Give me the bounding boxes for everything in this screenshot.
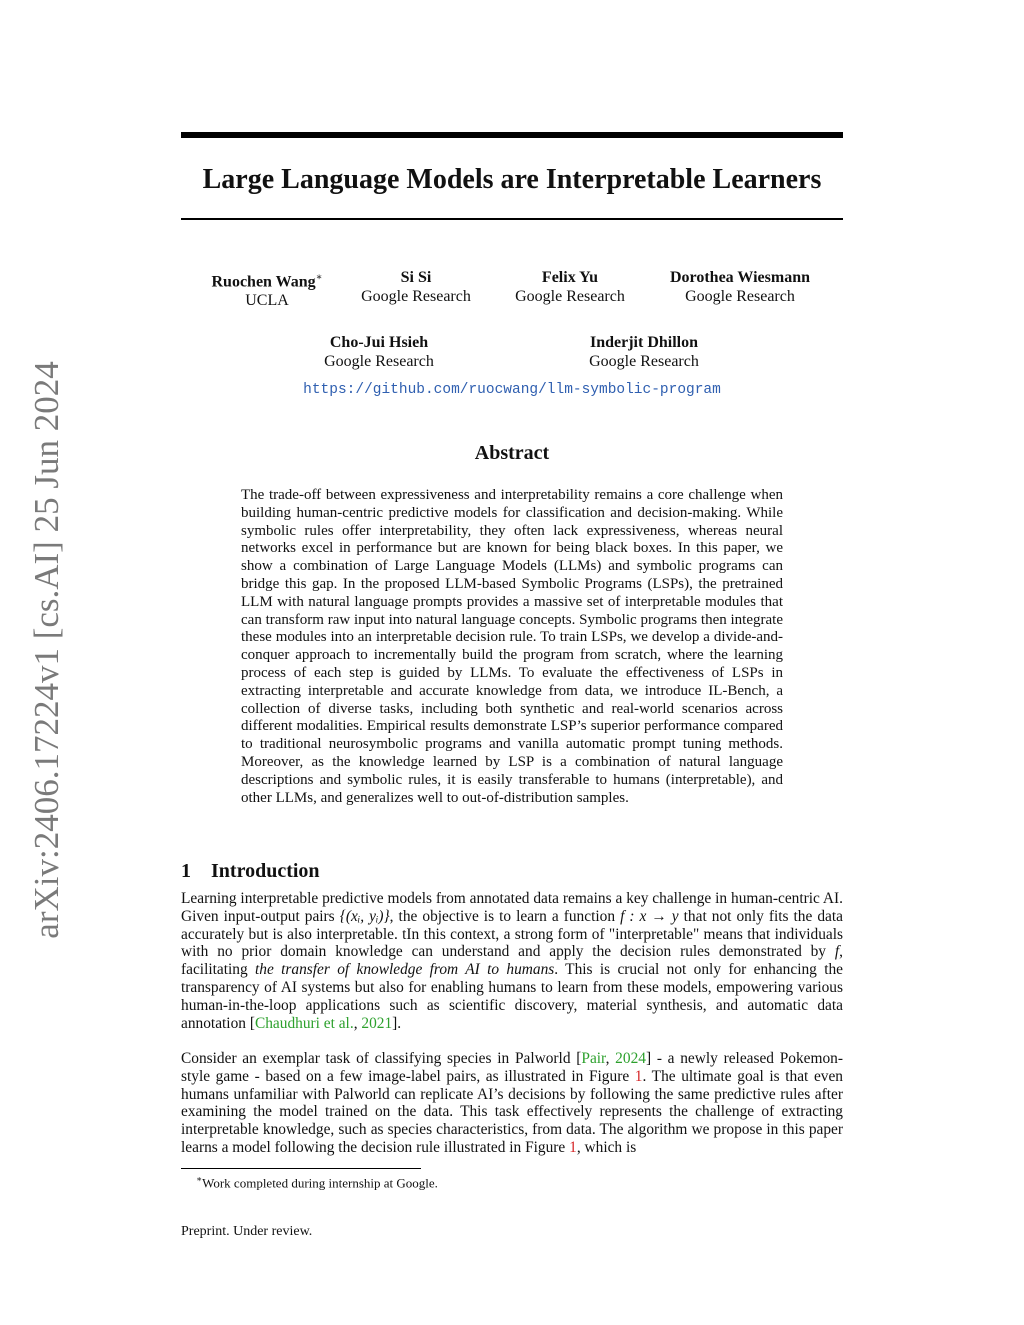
intro-paragraph-1: Learning interpretable predictive models from annotated data remains a key challenge in human-centric AI. Given input-output pairs {(xᵢ, yᵢ)}, the objective is to learn a function f : x → y that not only fits the data accurately but is also interpretable. tIn this context, a strong form of "interpretable" means that individuals with no prior domain knowledge can understand and apply the decision rules demonstrated by f, facilitating the transfer of knowledge from AI to humans. This is crucial not only for enhancing the transparency of AI systems but also for enabling humans to learn from these models, empowering various human-in-the-loop applications such as scientific discovery, material synthesis, and automatic data annotation [Chaudhuri et al., 2021]. xyxy=(181,890,843,1032)
citation-year-link[interactable]: 2024 xyxy=(615,1050,646,1067)
citation-year-link[interactable]: 2021 xyxy=(361,1014,393,1032)
author-block xyxy=(475,268,665,306)
author-name: Dorothea Wiesmann xyxy=(669,269,810,286)
author-affiliation: UCLA xyxy=(245,292,289,310)
author-name: Inderjit Dhillon xyxy=(589,334,698,351)
footnote-rule xyxy=(181,1168,421,1169)
author-block xyxy=(549,333,739,371)
section-heading-introduction xyxy=(181,860,320,883)
abstract-text: The trade-off between expressiveness and interpretability remains a core challenge when building human-centric predictive models for classification and decision-making. While symbolic rules offer interpretability, they often lack expressiveness, whereas neural networks excel in performance but are known for being black boxes. In this paper, we show a combination of Large Language Models (LLMs) and symbolic programs can bridge this gap. In the proposed LLM-based Symbolic Programs (LSPs), the pretrained LLM with natural language prompts provides a massive set of interpretable modules that can transform raw input into natural language concepts. Symbolic programs then integrate these modules into an interpretable decision rule. To train LSPs, we develop a divide-and-conquer approach to incrementally build the program from scratch, where the learning process of each step is guided by LLMs. To evaluate the effectiveness of LSPs in extracting interpretable and accurate knowledge from data, we introduce IL-Bench, a collection of diverse tasks, including both synthetic and real-world scenarios across different modalities. Empirical results demonstrate LSP’s superior performance compared to traditional neurosymbolic programs and vanilla automatic prompt tuning methods. Moreover, as the knowledge learned by LSP is a combination of natural language descriptions and symbolic rules, it is easily transferable to humans (interpretable), and other LLMs, and generalizes well to out-of-distribution samples. xyxy=(241,487,783,806)
figure-ref-link[interactable]: 1 xyxy=(569,1138,577,1156)
code-repository-link[interactable]: https://github.com/ruocwang/llm-symbolic-program xyxy=(303,382,721,398)
intro-paragraph-2: Consider an exemplar task of classifying species in Palworld [Pair, 2024] - a newly released Pokemon-style game - based on a few image-label pairs, as illustrated in Figure 1. The ultimate goal is that even humans unfamiliar with Palworld can replicate AI’s decisions by following the same predictive rules after examining the model trained on the data. This task effectively represents the challenge of extracting interpretable knowledge, such as species characteristics, from data. The algorithm we propose in this paper learns a model following the decision rule illustrated in Figure 1, which is xyxy=(181,1050,844,1156)
author-name: Ruochen Wang∗ xyxy=(211,272,323,291)
abstract-heading: Abstract xyxy=(474,442,550,464)
citation-link[interactable]: Pair xyxy=(581,1050,606,1067)
arxiv-identifier: arXiv:2406.17224v1 [cs.AI] 25 Jun 2024 xyxy=(27,361,66,939)
preprint-note: Preprint. Under review. xyxy=(181,1224,313,1239)
section-title: Introduction xyxy=(211,860,320,882)
footnote: ∗Work completed during internship at Google. xyxy=(196,1174,438,1191)
author-block xyxy=(284,333,474,371)
figure-ref-link[interactable]: 1 xyxy=(634,1067,643,1085)
author-name: Felix Yu xyxy=(541,269,599,286)
title-rule-bottom xyxy=(181,218,843,220)
author-name: Cho-Jui Hsieh xyxy=(329,334,429,351)
author-affiliation: Google Research xyxy=(324,353,434,370)
author-affiliation: Google Research xyxy=(515,288,625,305)
author-affiliation: Google Research xyxy=(361,288,471,305)
title-rule-top xyxy=(181,132,843,138)
author-name: Si Si xyxy=(400,269,432,286)
author-block xyxy=(645,268,835,306)
author-affiliation: Google Research xyxy=(589,353,699,370)
section-number: 1 xyxy=(181,860,191,882)
citation-link[interactable]: Chaudhuri et al. xyxy=(254,1014,354,1032)
author-affiliation: Google Research xyxy=(685,288,795,305)
paper-title: Large Language Models are Interpretable Learners xyxy=(202,164,822,195)
